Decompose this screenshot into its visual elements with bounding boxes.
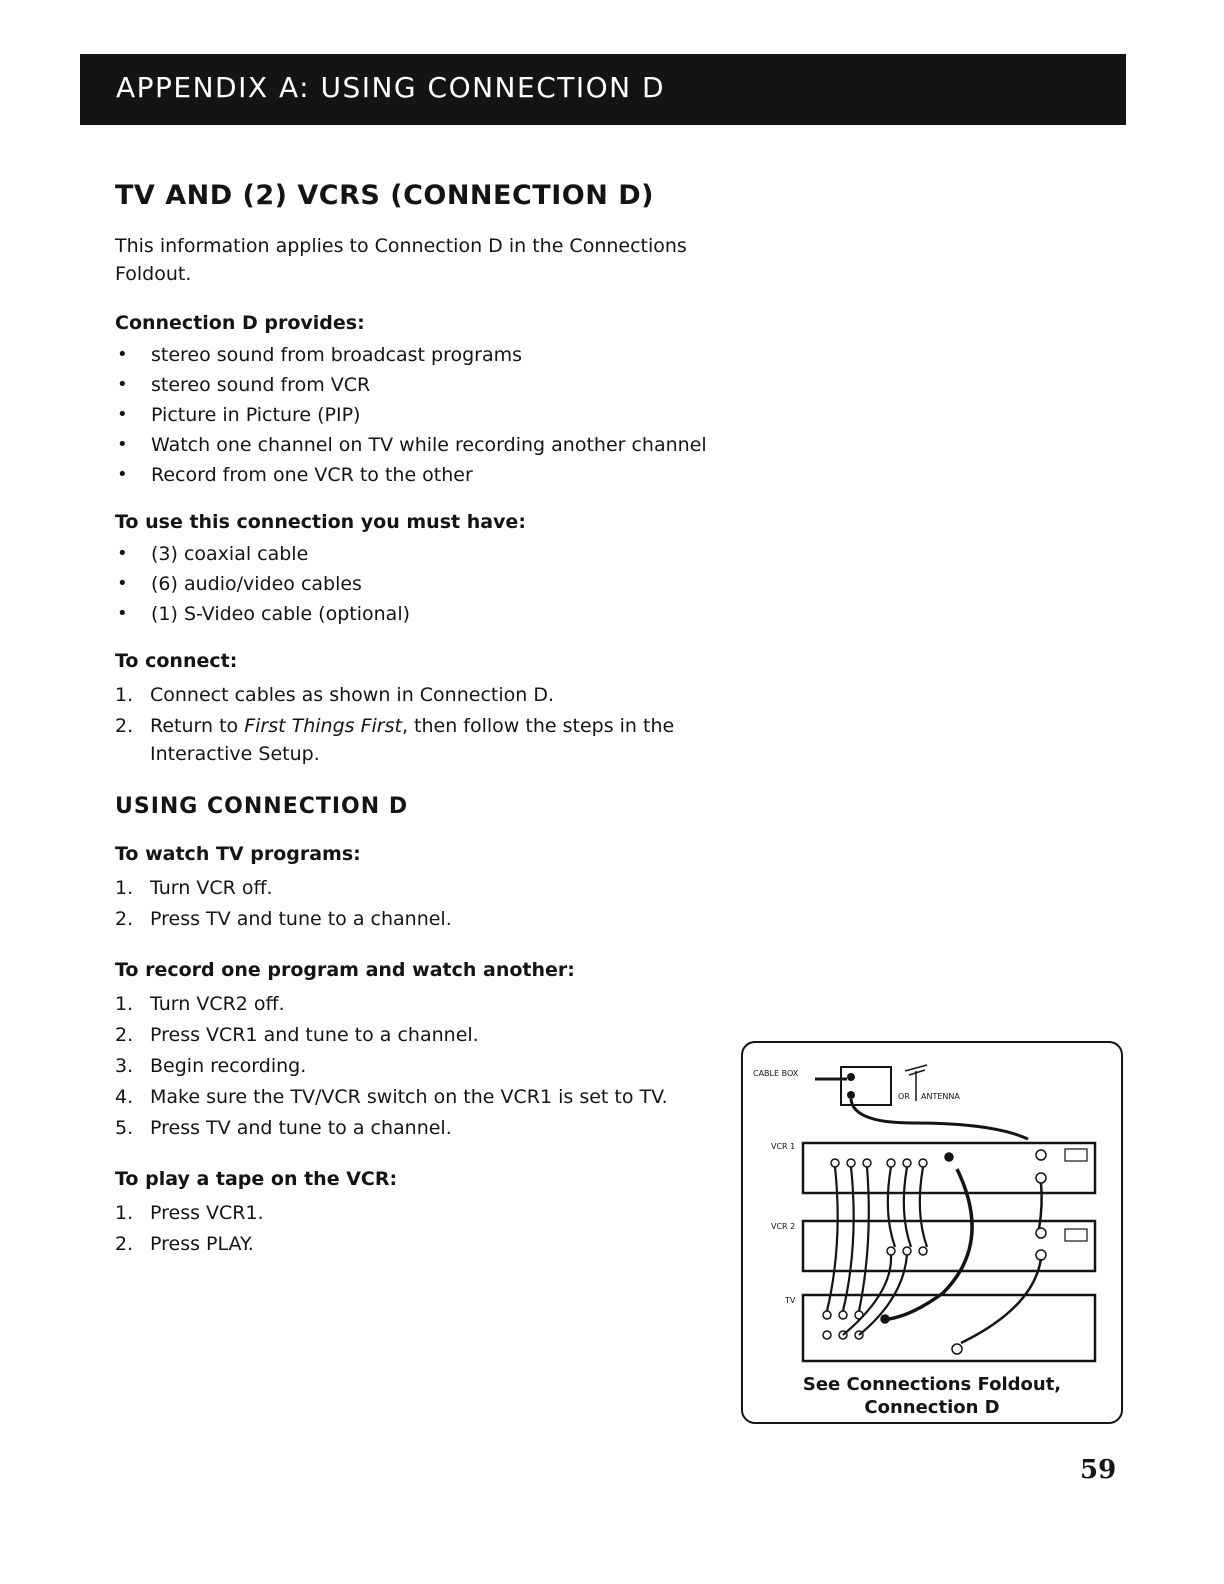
step-number: 1. <box>115 1202 134 1224</box>
step-item <box>115 990 735 1018</box>
step-item <box>115 874 735 902</box>
step-number: 2. <box>115 1233 134 1255</box>
step-text: Turn VCR off. <box>150 877 273 899</box>
vcr1-panel <box>803 1143 1095 1193</box>
connection-diagram <box>741 1041 1123 1424</box>
intro-paragraph: This information applies to Connection D in the Connections Foldout. <box>115 235 687 285</box>
page-title: TV AND (2) VCRS (CONNECTION D) <box>115 180 654 211</box>
step-item <box>115 1052 735 1080</box>
step-number: 4. <box>115 1086 134 1108</box>
caption-line-2: Connection D <box>864 1397 1000 1418</box>
step-text: Press VCR1. <box>150 1202 264 1224</box>
cable-box-out-jack <box>847 1091 855 1099</box>
cable-box-in-jack <box>847 1073 855 1081</box>
step-text: Turn VCR2 off. <box>150 993 285 1015</box>
step-item <box>115 1021 735 1049</box>
step-text: Press TV and tune to a channel. <box>150 908 452 930</box>
step-text: Begin recording. <box>150 1055 307 1077</box>
step-item <box>115 681 735 709</box>
requirements-heading: To use this connection you must have: <box>115 511 526 533</box>
play-steps <box>115 1199 735 1258</box>
step-number: 2. <box>115 908 134 930</box>
page-number: 59 <box>1080 1455 1117 1485</box>
step-text: Press PLAY. <box>150 1233 254 1255</box>
record-heading: To record one program and watch another: <box>115 959 575 981</box>
main-content <box>115 180 735 1284</box>
watch-steps <box>115 874 735 933</box>
list-item: • stereo sound from VCR <box>115 373 735 397</box>
section-title: USING CONNECTION D <box>115 794 409 819</box>
step-item <box>115 1230 735 1258</box>
step-number: 5. <box>115 1117 134 1139</box>
tv-panel <box>803 1295 1095 1361</box>
list-item: • (1) S-Video cable (optional) <box>115 602 735 626</box>
step-item <box>115 712 735 768</box>
step-text-post: , then follow the steps in the Interactive Setup. <box>150 715 675 765</box>
vcr2-switch <box>1065 1229 1087 1241</box>
list-item: • (3) coaxial cable <box>115 542 735 566</box>
diagram-caption <box>743 1373 1121 1419</box>
cable-box-label: CABLE BOX <box>753 1069 799 1078</box>
step-number: 1. <box>115 993 134 1015</box>
page-banner: APPENDIX A: USING CONNECTION D <box>80 54 1126 125</box>
or-label: OR <box>898 1092 910 1101</box>
requirements-list <box>115 542 735 626</box>
list-item: • stereo sound from broadcast programs <box>115 343 735 367</box>
step-text: Press VCR1 and tune to a channel. <box>150 1024 479 1046</box>
vcr1-jacks <box>831 1150 1046 1183</box>
step-text-emphasis: First Things First <box>244 715 402 737</box>
step-text-pre: Return to <box>150 715 245 737</box>
play-heading: To play a tape on the VCR: <box>115 1168 398 1190</box>
step-number: 2. <box>115 1024 134 1046</box>
step-text: Make sure the TV/VCR switch on the VCR1 is set to TV. <box>150 1086 668 1108</box>
s-video-cable <box>889 1169 972 1319</box>
step-number: 1. <box>115 877 134 899</box>
provides-heading: Connection D provides: <box>115 312 365 334</box>
tv-label: TV <box>785 1296 796 1305</box>
list-item: • (6) audio/video cables <box>115 572 735 596</box>
watch-heading: To watch TV programs: <box>115 843 361 865</box>
step-number: 3. <box>115 1055 134 1077</box>
step-item <box>115 905 735 933</box>
cable-box <box>841 1067 891 1105</box>
antenna-label: ANTENNA <box>921 1092 960 1101</box>
step-number: 1. <box>115 684 134 706</box>
list-item: • Picture in Picture (PIP) <box>115 403 735 427</box>
record-steps <box>115 990 735 1142</box>
list-item: • Record from one VCR to the other <box>115 463 735 487</box>
connect-steps <box>115 681 735 768</box>
provides-list <box>115 343 735 487</box>
connection-diagram-illustration <box>743 1043 1120 1373</box>
connect-heading: To connect: <box>115 650 238 672</box>
caption-line-1: See Connections Foldout, <box>802 1374 1062 1395</box>
vcr1-label: VCR 1 <box>771 1142 796 1151</box>
vcr2-label: VCR 2 <box>771 1222 796 1231</box>
coax-cables <box>961 1183 1042 1343</box>
step-item <box>115 1199 735 1227</box>
step-item <box>115 1114 735 1142</box>
step-text: Press TV and tune to a channel. <box>150 1117 452 1139</box>
step-number: 2. <box>115 715 134 737</box>
vcr1-switch <box>1065 1149 1087 1161</box>
step-item <box>115 1083 735 1111</box>
step-text: Connect cables as shown in Connection D. <box>150 684 555 706</box>
list-item: • Watch one channel on TV while recording another channel <box>115 433 735 457</box>
vcr2-panel <box>803 1221 1095 1271</box>
